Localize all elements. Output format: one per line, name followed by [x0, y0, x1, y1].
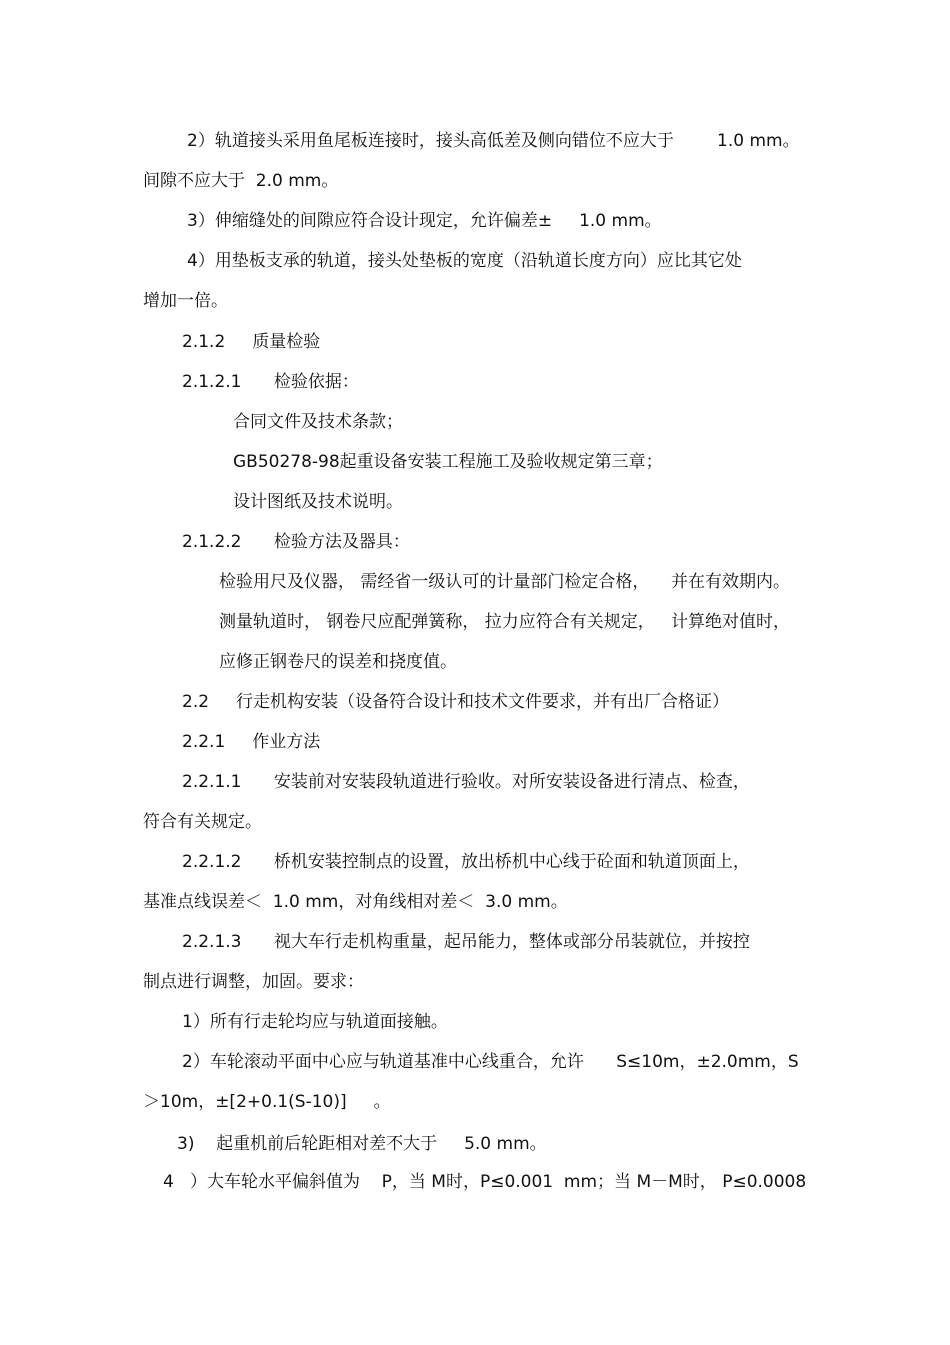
list-item-req-4: 4 ）大车轮水平偏斜值为 P，当 M时，P≤0.001 mm；当 M－M时， P≤0.0008: [163, 1172, 807, 1192]
list-item-basis-1: 合同文件及技术条款；: [233, 412, 403, 432]
text-line-25: ＞10m，±[2+0.1(S-10)] 。: [143, 1092, 391, 1112]
list-item-basis-3: 设计图纸及技术说明。: [233, 492, 403, 512]
list-item-req-2: 2）车轮滚动平面中心应与轨道基准中心线重合，允许 S≤10m，±2.0mm，S: [182, 1052, 799, 1072]
list-item-basis-2: GB50278-98起重设备安装工程施工及验收规定第三章；: [233, 452, 663, 472]
list-item-req-3: 3) 起重机前后轮距相对差不大于 5.0 mm。: [177, 1134, 547, 1154]
text-line-4: 4）用垫板支承的轨道，接头处垫板的宽度（沿轨道长度方向）应比其它处: [187, 251, 742, 271]
list-item-req-1: 1）所有行走轮均应与轨道面接触。: [182, 1012, 448, 1032]
section-heading-2-1-2-2: 2.1.2.2 检验方法及器具：: [182, 532, 410, 552]
section-heading-2-1-2: 2.1.2 质量检验: [182, 332, 321, 352]
text-line-21: 2.2.1.3 视大车行走机构重量，起吊能力，整体或部分吊装就位，并按控: [182, 932, 750, 952]
section-heading-2-2-1: 2.2.1 作业方法: [182, 732, 321, 752]
text-line-22: 制点进行调整，加固。要求：: [143, 972, 364, 992]
section-heading-2-1-2-1: 2.1.2.1 检验依据：: [182, 372, 359, 392]
text-line-5: 增加一倍。: [143, 291, 228, 311]
section-heading-2-2: 2.2 行走机构安装（设备符合设计和技术文件要求，并有出厂合格证）: [182, 692, 730, 712]
text-line-19: 2.2.1.2 桥机安装控制点的设置，放出桥机中心线于砼面和轨道顶面上，: [182, 852, 750, 872]
text-line-14: 应修正钢卷尺的误差和挠度值。: [219, 652, 457, 672]
text-line-17: 2.2.1.1 安装前对安装段轨道进行验收。对所安装设备进行清点、检查，: [182, 772, 750, 792]
text-line-20: 基准点线误差＜ 1.0 mm，对角线相对差＜ 3.0 mm。: [143, 892, 568, 912]
text-line-13: 测量轨道时， 钢卷尺应配弹簧称， 拉力应符合有关规定， 计算绝对值时，: [219, 612, 791, 632]
text-line-12: 检验用尺及仪器， 需经省一级认可的计量部门检定合格， 并在有效期内。: [219, 572, 791, 592]
text-line-18: 符合有关规定。: [143, 812, 262, 832]
text-line-1: 2）轨道接头采用鱼尾板连接时，接头高低差及侧向错位不应大于 1.0 mm。: [187, 131, 800, 151]
text-line-3: 3）伸缩缝处的间隙应符合设计现定，允许偏差± 1.0 mm。: [187, 211, 662, 231]
text-line-2: 间隙不应大于 2.0 mm。: [143, 171, 339, 191]
